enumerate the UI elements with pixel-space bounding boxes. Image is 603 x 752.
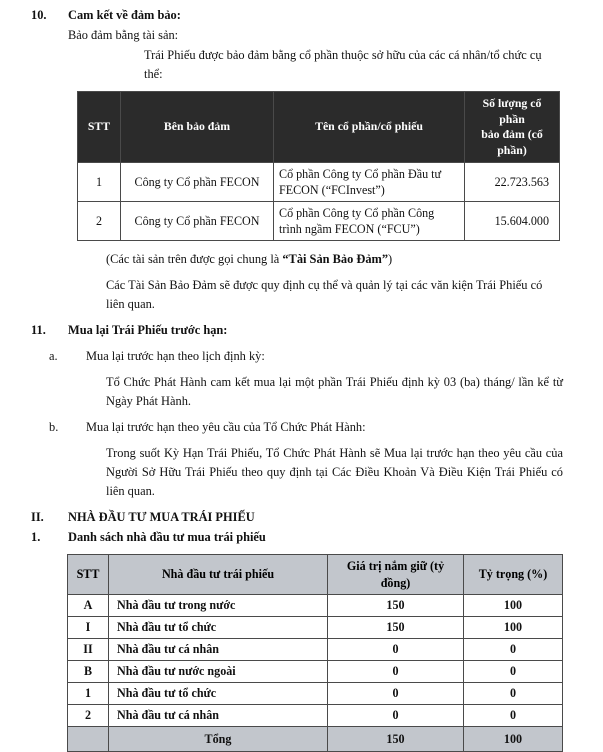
section-II-sub-heading [31, 528, 563, 547]
investor-total-blank [68, 727, 109, 752]
table-row [78, 202, 560, 241]
table-row [68, 661, 563, 683]
investor-cell-pct: 0 [464, 661, 563, 683]
collateral-cell-qty: 22.723.563 [465, 163, 560, 202]
investor-cell-value: 0 [328, 683, 464, 705]
collateral-table-body [78, 163, 560, 241]
investor-cell-value: 0 [328, 705, 464, 727]
investor-table-head [68, 555, 563, 595]
section-10-intro: Trái Phiếu được bảo đảm bằng cổ phần thuộc sở hữu của các cá nhân/tổ chức cụ thể: [144, 48, 542, 81]
collateral-cell-stt: 2 [78, 202, 121, 241]
investor-cell-stt: 2 [68, 705, 109, 727]
section-11-item-b-marker: b. [49, 420, 59, 434]
section-11-title: Mua lại Trái Phiếu trước hạn: [68, 323, 228, 337]
section-II-sub-number: 1. [31, 530, 41, 544]
section-11-item-a-body: Tổ Chức Phát Hành cam kết mua lại một phần Trái Phiếu định kỳ 03 (ba) tháng/ lần kể từ Ngày Phát Hành. [106, 375, 563, 408]
section-II-title: NHÀ ĐẦU TƯ MUA TRÁI PHIẾU [68, 510, 255, 524]
table-row [78, 163, 560, 202]
section-11-item-a-title: Mua lại trước hạn theo lịch định kỳ: [86, 349, 265, 363]
section-II-number: II. [31, 510, 44, 524]
investor-cell-pct: 0 [464, 639, 563, 661]
collateral-table [77, 91, 560, 241]
collateral-cell-party: Công ty Cổ phần FECON [121, 202, 274, 241]
investor-cell-pct: 100 [464, 617, 563, 639]
collateral-header-qty [465, 92, 560, 163]
investor-cell-value: 150 [328, 595, 464, 617]
investor-total-row [68, 727, 563, 752]
investor-cell-value: 150 [328, 617, 464, 639]
section-10-number: 10. [31, 8, 47, 22]
investor-cell-name: Nhà đầu tư tổ chức [109, 617, 328, 639]
collateral-note-paren [106, 250, 563, 269]
collateral-note-suffix: ) [388, 252, 393, 266]
investor-cell-stt: II [68, 639, 109, 661]
investor-cell-name: Nhà đầu tư tổ chức [109, 683, 328, 705]
investor-cell-name: Nhà đầu tư cá nhân [109, 639, 328, 661]
collateral-note-prefix: (Các tài sản trên được gọi chung là [106, 252, 283, 266]
investor-total-label: Tổng [109, 727, 328, 752]
section-II-heading [31, 508, 563, 527]
collateral-cell-qty: 15.604.000 [465, 202, 560, 241]
spacer [31, 241, 563, 250]
section-11-item-b [31, 418, 563, 437]
section-11-heading [31, 321, 563, 340]
table-row [68, 639, 563, 661]
investor-table [67, 554, 563, 752]
investor-header-row [68, 555, 563, 595]
investor-cell-name: Nhà đầu tư nước ngoài [109, 661, 328, 683]
investor-header-name: Nhà đầu tư trái phiếu [109, 555, 328, 595]
table-row [68, 595, 563, 617]
collateral-cell-stt: 1 [78, 163, 121, 202]
table-row [68, 705, 563, 727]
table-row [68, 617, 563, 639]
investor-cell-pct: 100 [464, 595, 563, 617]
collateral-header-share: Tên cổ phần/cổ phiếu [274, 92, 465, 163]
investor-table-body [68, 595, 563, 752]
collateral-header-qty-line2: bảo đảm (cổ phần) [481, 127, 543, 157]
section-11-item-b-body: Trong suốt Kỳ Hạn Trái Phiếu, Tổ Chức Phát Hành sẽ Mua lại trước hạn theo yêu cầu của Người Sở Hữu Trái Phiếu theo quy định tại Các Điều Khoản Và Điều Kiện Trái Phiếu có liên quan. [106, 446, 563, 498]
section-10-heading [31, 6, 563, 25]
section-10-subtitle: Bảo đảm bằng tài sản: [68, 28, 179, 42]
investor-cell-stt: I [68, 617, 109, 639]
investor-cell-name: Nhà đầu tư cá nhân [109, 705, 328, 727]
section-II-sub-title: Danh sách nhà đầu tư mua trái phiếu [68, 530, 266, 544]
investor-cell-stt: A [68, 595, 109, 617]
investor-header-value: Giá trị nắm giữ (tỷ đồng) [328, 555, 464, 595]
section-10-title: Cam kết về đảm bảo: [68, 8, 181, 22]
section-11-number: 11. [31, 323, 46, 337]
investor-cell-name: Nhà đầu tư trong nước [109, 595, 328, 617]
investor-total-value: 150 [328, 727, 464, 752]
collateral-cell-party: Công ty Cổ phần FECON [121, 163, 274, 202]
investor-cell-stt: B [68, 661, 109, 683]
collateral-header-qty-line1: Số lượng cổ phần [482, 96, 542, 126]
investor-cell-value: 0 [328, 639, 464, 661]
collateral-note-after: Các Tài Sản Bảo Đảm sẽ được quy định cụ thể và quản lý tại các văn kiện Trái Phiếu có liên quan. [106, 278, 543, 311]
investor-header-stt: STT [68, 555, 109, 595]
table-row [68, 683, 563, 705]
collateral-cell-share: Cổ phần Công ty Cổ phần Công trình ngầm FECON (“FCU”) [274, 202, 465, 241]
section-11-item-b-title: Mua lại trước hạn theo yêu cầu của Tổ Chức Phát Hành: [86, 420, 366, 434]
collateral-header-stt: STT [78, 92, 121, 163]
investor-cell-pct: 0 [464, 683, 563, 705]
collateral-table-head [78, 92, 560, 163]
collateral-header-party: Bên bảo đảm [121, 92, 274, 163]
collateral-header-row [78, 92, 560, 163]
section-11-item-a-marker: a. [49, 349, 58, 363]
investor-total-pct: 100 [464, 727, 563, 752]
investor-header-pct: Tỷ trọng (%) [464, 555, 563, 595]
section-11-item-a [31, 347, 563, 366]
collateral-cell-share: Cổ phần Công ty Cổ phần Đầu tư FECON (“FCInvest”) [274, 163, 465, 202]
collateral-note-term: “Tài Sản Bảo Đảm” [282, 252, 389, 266]
investor-cell-value: 0 [328, 661, 464, 683]
investor-cell-pct: 0 [464, 705, 563, 727]
investor-cell-stt: 1 [68, 683, 109, 705]
